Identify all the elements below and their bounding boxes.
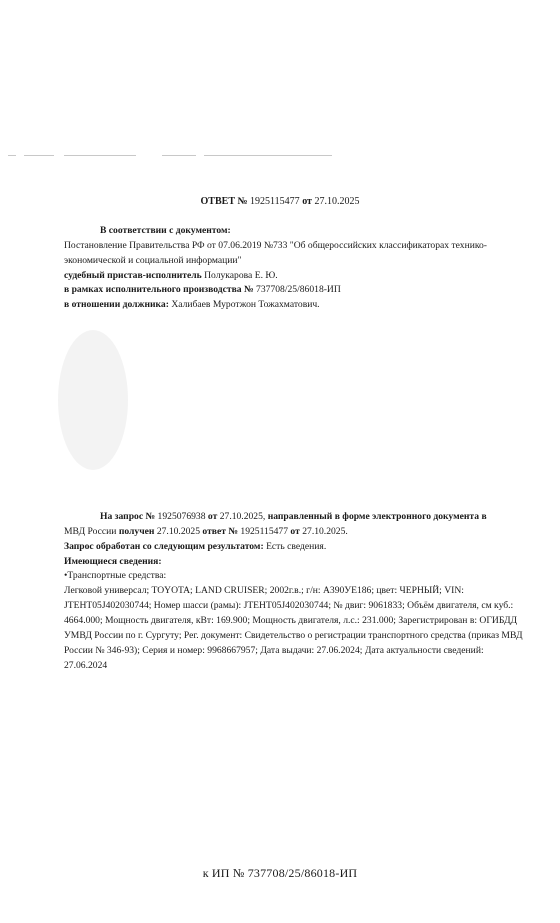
scan-artifact (64, 155, 136, 156)
debtor-label: в отношении должника: (64, 299, 169, 311)
proceeding-label: в рамках исполнительного производства № (64, 284, 254, 296)
bailiff-name: Полукарова Е. Ю. (204, 269, 278, 281)
basis-heading-line (64, 224, 528, 239)
answer-number: 1925115477 (250, 196, 300, 207)
basis-heading: В соответствии с документом: (100, 225, 231, 236)
debtor-line (64, 298, 528, 313)
request-sent-text: направленный в форме электронного документа в (267, 511, 487, 522)
mvd-text: МВД России (64, 525, 117, 537)
basis-document: Постановление Правительства РФ от 07.06.2019 №733 "Об общероссийских классификаторах технико-экономической и социальной информации" (64, 239, 488, 266)
request-answer-number: 1925115477 (240, 525, 289, 537)
request-label: На запрос № (100, 511, 156, 522)
processed-label: Запрос обработан со следующим результатом: (64, 540, 264, 552)
request-number: 1925076938 (157, 511, 206, 522)
request-date: 27.10.2025, (219, 511, 266, 522)
processed-result: Есть сведения. (266, 540, 327, 552)
request-answer-date: 27.10.2025. (302, 525, 348, 537)
received-line (64, 525, 528, 540)
request-from-label: от (207, 511, 218, 522)
vehicle-details: Легковой универсал; TOYOTA; LAND CRUISER; 2002г.в.; г/н: А390УЕ186; цвет: ЧЕРНЫЙ; VIN: JTEHT05J402030744; Номер шасси (рамы): JTEHT05J402030744; № двиг: 9061833; Объём двигателя, см куб.: 4664.000; Мощность двигателя, кВт: 169.900; Мощность двигателя, л.с.: 231.000; Зарегистрирован в: ОГИБДД УМВД России по г. Сургуту; Рег. документ: Свидетельство о регистрации транспортного средства (приказ МВД России № 346-93); Серия и номер: 9968667957; Дата выдачи: 27.06.2024; Дата актуальности сведений: 27.06.2024 (64, 585, 523, 671)
debtor-name: Халибаев Муротжон Тожахматович. (171, 299, 320, 311)
answer-header (0, 194, 560, 210)
answer-date: 27.10.2025 (314, 196, 360, 207)
processed-line (64, 540, 528, 555)
footer-proceeding-ref: к ИП № 737708/25/86018-ИП (202, 866, 358, 880)
bailiff-line (64, 269, 528, 284)
request-answer-label: ответ № (202, 525, 238, 537)
scan-smudge (58, 330, 128, 470)
scan-artifact (162, 155, 196, 156)
scan-artifact (24, 155, 54, 156)
answer-from-label: от (302, 196, 312, 207)
proceeding-line (64, 283, 528, 298)
received-date: 27.10.2025 (156, 525, 200, 537)
request-answer-from-label: от (290, 525, 300, 537)
scan-artifact (204, 155, 332, 156)
info-heading: Имеющиеся сведения: (64, 555, 162, 567)
request-block (64, 510, 528, 673)
scan-artifact (8, 155, 16, 156)
basis-block (64, 224, 528, 313)
answer-label: ОТВЕТ № (200, 196, 248, 207)
request-line (64, 510, 528, 525)
bailiff-label: судебный пристав-исполнитель (64, 269, 202, 281)
category-line (64, 569, 528, 584)
category-label: •Транспортные средства: (64, 570, 167, 582)
info-heading-line (64, 555, 528, 570)
proceeding-number: 737708/25/86018-ИП (256, 284, 341, 296)
received-label: получен (118, 525, 155, 537)
